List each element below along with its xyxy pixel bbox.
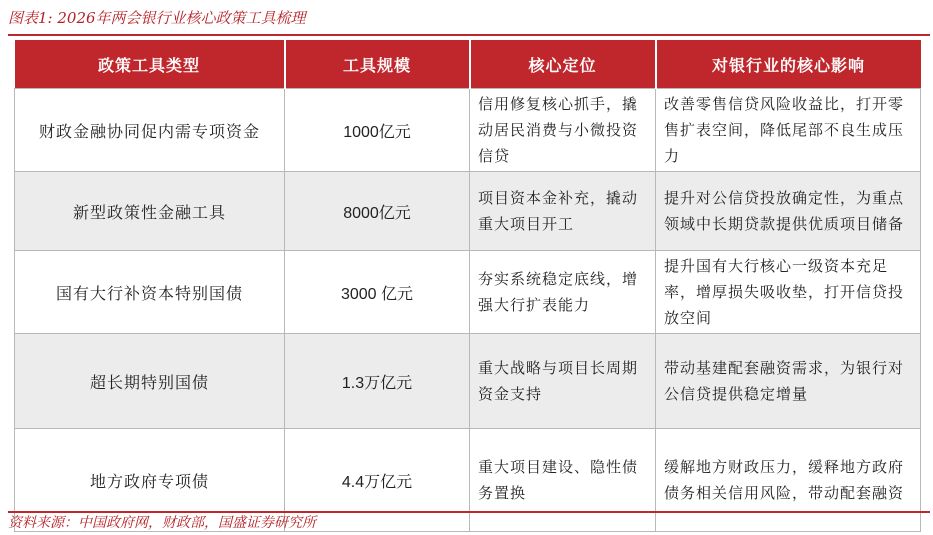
table-row [15,334,921,429]
tool-scale-cell: 4.4万亿元 [285,429,470,532]
header-type: 政策工具类型 [15,40,285,89]
core-position-cell: 项目资本金补充，撬动重大项目开工 [470,172,656,251]
table-caption: 图表1: 2026年两会银行业核心政策工具梳理 [8,9,306,27]
header-scale: 工具规模 [285,40,470,89]
table-row [15,172,921,251]
tool-type-cell: 国有大行补资本特别国债 [15,251,285,334]
tool-scale-cell: 1.3万亿元 [285,334,470,429]
bank-impact-cell: 带动基建配套融资需求，为银行对公信贷提供稳定增量 [656,334,921,429]
top-rule [8,34,930,36]
source-note: 资料来源：中国政府网，财政部，国盛证券研究所 [8,515,316,531]
core-position-cell: 重大项目建设、隐性债务置换 [470,429,656,532]
core-position-cell: 夯实系统稳定底线，增强大行扩表能力 [470,251,656,334]
header-impact: 对银行业的核心影响 [656,40,921,89]
policy-tools-table [14,40,921,532]
tool-scale-cell: 1000亿元 [285,89,470,172]
tool-type-cell: 超长期特别国债 [15,334,285,429]
tool-type-cell: 地方政府专项债 [15,429,285,532]
header-position: 核心定位 [470,40,656,89]
bottom-rule [8,511,930,513]
bank-impact-cell: 改善零售信贷风险收益比，打开零售扩表空间，降低尾部不良生成压力 [656,89,921,172]
table-row [15,251,921,334]
core-position-cell: 重大战略与项目长周期资金支持 [470,334,656,429]
tool-scale-cell: 3000 亿元 [285,251,470,334]
tool-scale-cell: 8000亿元 [285,172,470,251]
tool-type-cell: 财政金融协同促内需专项资金 [15,89,285,172]
header-row [15,40,921,89]
core-position-cell: 信用修复核心抓手，撬动居民消费与小微投资信贷 [470,89,656,172]
bank-impact-cell: 提升对公信贷投放确定性，为重点领域中长期贷款提供优质项目储备 [656,172,921,251]
table-row [15,89,921,172]
tool-type-cell: 新型政策性金融工具 [15,172,285,251]
bank-impact-cell: 提升国有大行核心一级资本充足率，增厚损失吸收垫，打开信贷投放空间 [656,251,921,334]
bank-impact-cell: 缓解地方财政压力，缓释地方政府债务相关信用风险，带动配套融资 [656,429,921,532]
